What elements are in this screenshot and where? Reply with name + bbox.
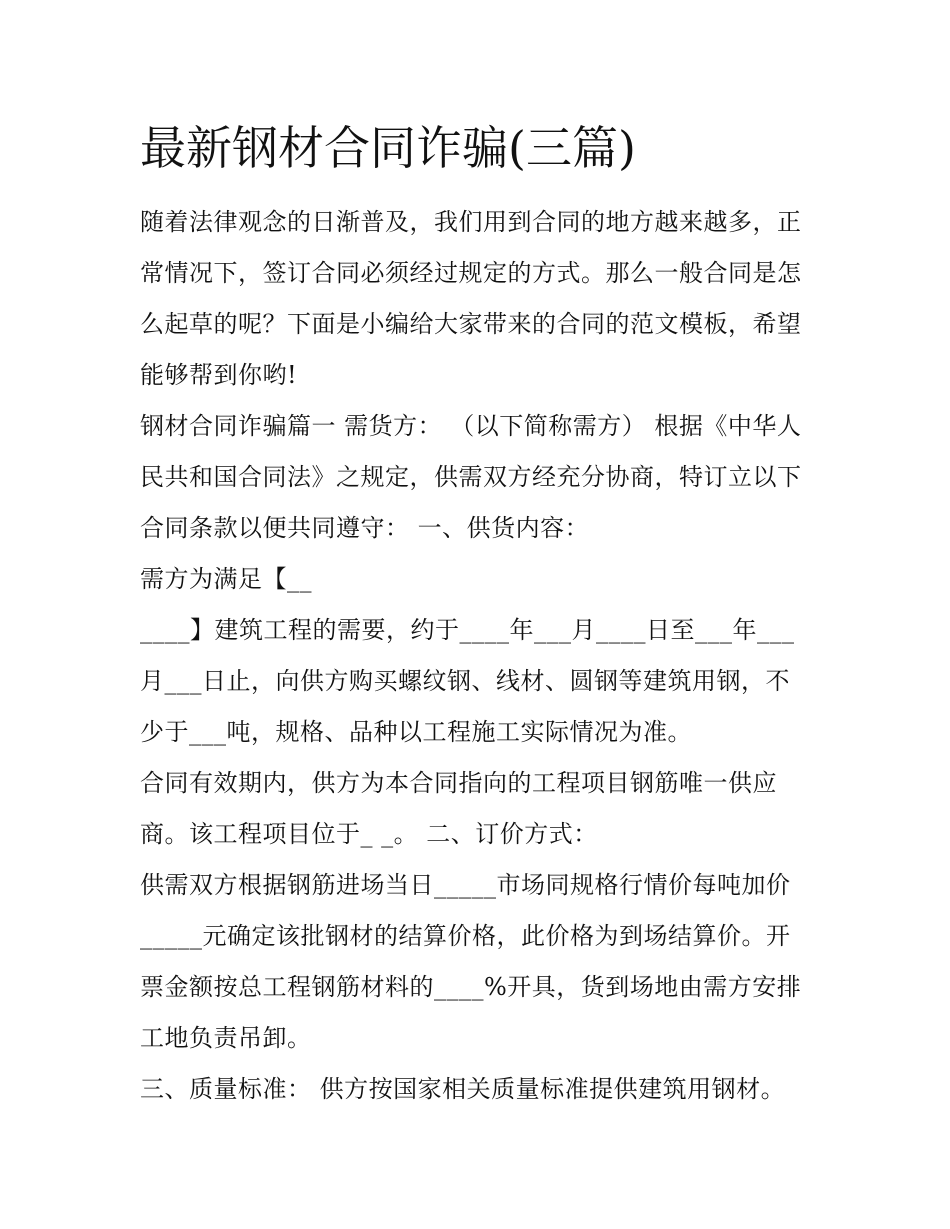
body-line: 少于___吨，规格、品种以工程施工实际情况为准。 [140,718,692,746]
body-line: 钢材合同诈骗篇一 需货方： （以下简称需方） 根据《中华人 [140,412,802,440]
body-line: 能够帮到你哟! [140,361,298,389]
body-line: 么起草的呢？下面是小编给大家带来的合同的范文模板，希望 [140,310,802,338]
body-line: 合同有效期内，供方为本合同指向的工程项目钢筋唯一供应 [140,769,777,797]
body-line: 月___日止，向供方购买螺纹钢、线材、圆钢等建筑用钢，不 [140,667,790,695]
body-line: 供需双方根据钢筋进场当日_____市场同规格行情价每吨加价 [140,871,791,899]
body-line: 票金额按总工程钢筋材料的____%开具，货到场地由需方安排 [140,973,802,1001]
body-line: 常情况下，签订合同必须经过规定的方式。那么一般合同是怎 [140,259,802,287]
body-line: ____】建筑工程的需要，约于____年___月____日至___年___ [140,616,795,644]
body-line: 商。该工程项目位于_ _。 二、订价方式： [140,820,598,848]
body-line: 三、质量标准： 供方按国家相关质量标准提供建筑用钢材。 [140,1075,786,1103]
body-line: _____元确定该批钢材的结算价格，此价格为到场结算价。开 [140,922,791,950]
document-title: 最新钢材合同诈骗(三篇) [140,121,636,175]
body-line: 需方为满足【__ [140,565,312,593]
body-line: 工地负责吊卸。 [140,1024,312,1052]
body-line: 民共和国合同法》之规定，供需双方经充分协商，特订立以下 [140,463,802,491]
body-line: 随着法律观念的日渐普及，我们用到合同的地方越来越多，正 [140,208,802,236]
body-line: 合同条款以便共同遵守： 一、供货内容： [140,514,590,542]
